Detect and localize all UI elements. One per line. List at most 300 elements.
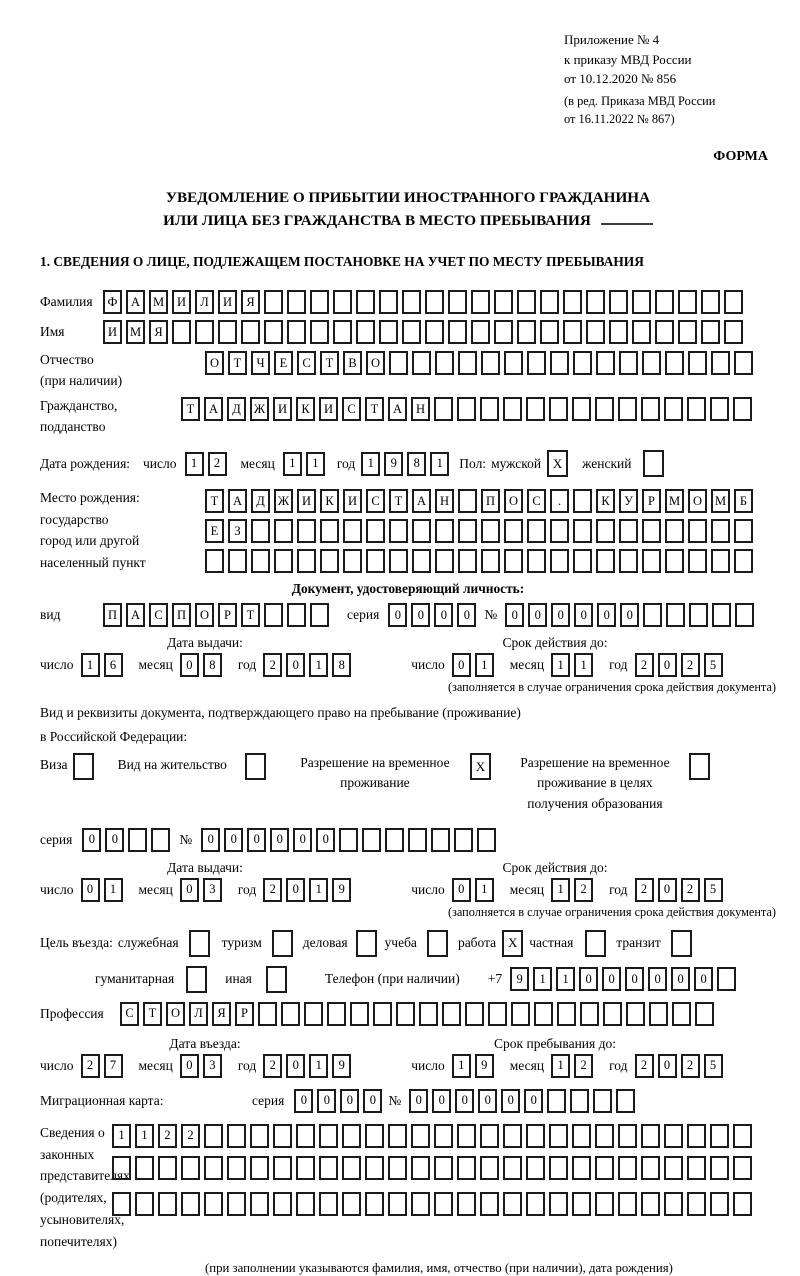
char-cell — [434, 1156, 453, 1180]
char-cell: И — [103, 320, 122, 344]
residence-issue-year-cells — [263, 878, 355, 902]
appendix-line-3: от 10.12.2020 № 856 — [564, 71, 677, 86]
entry-date-header: Дата въезда: — [169, 1035, 241, 1051]
entry-month-label: месяц — [138, 1057, 173, 1073]
char-cell: Т — [228, 351, 247, 375]
char-cell — [573, 549, 592, 573]
purpose-business-label: деловая — [302, 935, 348, 951]
char-cell: Б — [734, 489, 753, 513]
gender-label: Пол: — [459, 455, 487, 471]
char-cell: 2 — [81, 1054, 100, 1078]
char-cell — [435, 351, 454, 375]
char-cell — [711, 519, 730, 543]
representatives-label — [40, 1122, 130, 1253]
char-cell: Е — [205, 519, 224, 543]
char-cell — [641, 1124, 660, 1148]
representatives-cells-row3 — [112, 1192, 756, 1216]
identity-issue-group — [40, 653, 355, 677]
char-cell — [734, 549, 753, 573]
char-cell: 0 — [434, 603, 453, 627]
char-cell — [642, 549, 661, 573]
char-cell — [664, 397, 683, 421]
residence-series-row — [40, 828, 776, 852]
expiry-month-label: месяц — [509, 657, 545, 672]
char-cell — [388, 1124, 407, 1148]
char-cell — [448, 290, 467, 314]
char-cell — [618, 1156, 637, 1180]
char-cell — [710, 1192, 729, 1216]
char-cell — [320, 519, 339, 543]
char-cell — [724, 290, 743, 314]
char-cell: 2 — [574, 878, 593, 902]
char-cell: 3 — [203, 1054, 222, 1078]
birth-month-cells — [283, 452, 329, 476]
char-cell: Т — [241, 603, 260, 627]
char-cell: 0 — [658, 878, 677, 902]
char-cell: Т — [320, 351, 339, 375]
char-cell: 9 — [332, 1054, 351, 1078]
patronymic-label-line2: (при наличии) — [40, 373, 123, 389]
char-cell: 1 — [475, 878, 494, 902]
char-cell — [733, 1124, 752, 1148]
char-cell — [402, 320, 421, 344]
char-cell: Р — [642, 489, 661, 513]
char-cell: 0 — [340, 1089, 359, 1113]
char-cell — [547, 1089, 566, 1113]
residence-issue-header: Дата выдачи: — [167, 859, 243, 875]
char-cell — [411, 1192, 430, 1216]
residence-issue-group — [40, 878, 355, 902]
char-cell: 1 — [533, 967, 552, 991]
char-cell: Р — [218, 603, 237, 627]
char-cell — [477, 828, 496, 852]
identity-doc-row — [40, 603, 776, 627]
phone-prefix: +7 — [487, 971, 503, 987]
char-cell — [534, 1002, 553, 1026]
char-cell — [366, 549, 385, 573]
entry-day-label: число — [40, 1057, 74, 1073]
purpose-study-checkbox — [427, 930, 448, 957]
char-cell — [596, 549, 615, 573]
char-cell: Л — [189, 1002, 208, 1026]
stay-day-label: число — [411, 1057, 445, 1073]
char-cell: К — [320, 489, 339, 513]
char-cell — [342, 1156, 361, 1180]
char-cell: И — [297, 489, 316, 513]
birth-date-row — [40, 450, 776, 477]
purpose-transit-label: транзит — [616, 935, 661, 951]
char-cell — [570, 1089, 589, 1113]
char-cell — [504, 351, 523, 375]
representatives-label-line5: усыновителях, — [40, 1212, 125, 1228]
option-residence-permit-label: Вид на жительство — [117, 757, 227, 772]
char-cell — [385, 828, 404, 852]
char-cell: 0 — [671, 967, 690, 991]
purpose-private-checkbox — [585, 930, 606, 957]
char-cell: Р — [235, 1002, 254, 1026]
expiry-day-cells — [452, 653, 498, 677]
stay-until-group — [411, 1054, 726, 1078]
char-cell — [481, 519, 500, 543]
char-cell: 5 — [704, 878, 723, 902]
option-residence-permit-checkbox — [245, 753, 266, 780]
char-cell — [333, 320, 352, 344]
expiry-year-label: год — [609, 657, 628, 672]
char-cell — [480, 1192, 499, 1216]
char-cell — [241, 320, 260, 344]
char-cell — [632, 320, 651, 344]
birth-place-label-line1: Место рождения: — [40, 490, 140, 505]
char-cell — [733, 1156, 752, 1180]
residence-expiry-year-cells — [635, 878, 727, 902]
char-cell: 0 — [411, 603, 430, 627]
char-cell — [204, 1124, 223, 1148]
char-cell — [287, 290, 306, 314]
char-cell — [320, 549, 339, 573]
phone-cells — [510, 967, 740, 991]
form-title — [40, 187, 776, 233]
char-cell: И — [319, 397, 338, 421]
char-cell — [408, 828, 427, 852]
char-cell: 1 — [361, 452, 380, 476]
char-cell — [425, 290, 444, 314]
identity-expiry-group — [411, 653, 726, 677]
issue-year-label: год — [237, 657, 257, 672]
char-cell: 2 — [574, 1054, 593, 1078]
residence-series-cells — [82, 828, 174, 852]
char-cell — [687, 1124, 706, 1148]
char-cell — [419, 1002, 438, 1026]
gender-female-checkbox — [643, 450, 664, 477]
char-cell: 0 — [457, 603, 476, 627]
residence-issue-year-label: год — [237, 881, 257, 897]
char-cell: О — [166, 1002, 185, 1026]
stay-day-cells — [452, 1054, 498, 1078]
char-cell — [573, 489, 592, 513]
identity-expiry-header: Срок действия до: — [502, 635, 608, 650]
char-cell — [549, 1192, 568, 1216]
appendix-block — [564, 30, 776, 129]
char-cell — [596, 519, 615, 543]
char-cell: 2 — [263, 878, 282, 902]
char-cell: А — [412, 489, 431, 513]
char-cell: 0 — [452, 878, 471, 902]
char-cell — [480, 397, 499, 421]
profession-cells — [120, 1002, 718, 1026]
char-cell: 0 — [625, 967, 644, 991]
entry-month-cells — [180, 1054, 226, 1078]
purpose-study-label: учеба — [384, 935, 417, 951]
char-cell — [655, 290, 674, 314]
char-cell: 2 — [263, 653, 282, 677]
purpose-official-label: служебная — [117, 935, 179, 951]
char-cell: 2 — [158, 1124, 177, 1148]
char-cell — [181, 1156, 200, 1180]
char-cell: Н — [435, 489, 454, 513]
char-cell — [412, 519, 431, 543]
expiry-month-cells — [551, 653, 597, 677]
identity-number-cells — [505, 603, 758, 627]
char-cell: С — [527, 489, 546, 513]
char-cell — [434, 1124, 453, 1148]
char-cell: Д — [251, 489, 270, 513]
char-cell — [296, 1156, 315, 1180]
char-cell: Я — [212, 1002, 231, 1026]
char-cell — [557, 1002, 576, 1026]
birth-place-cells-row1 — [205, 489, 757, 513]
residence-note: (заполняется в случае ограничения срока действия документа) — [447, 904, 776, 919]
char-cell: И — [172, 290, 191, 314]
name-row — [40, 320, 776, 344]
char-cell — [641, 397, 660, 421]
char-cell: И — [218, 290, 237, 314]
char-cell: М — [665, 489, 684, 513]
char-cell: К — [596, 489, 615, 513]
char-cell: 6 — [104, 653, 123, 677]
char-cell — [333, 290, 352, 314]
char-cell — [228, 549, 247, 573]
char-cell: 0 — [224, 828, 243, 852]
char-cell: 1 — [574, 653, 593, 677]
char-cell — [448, 320, 467, 344]
residence-intro-line1: Вид и реквизиты документа, подтверждающего право на пребывание (проживание) — [40, 705, 521, 720]
char-cell — [389, 519, 408, 543]
citizenship-label — [40, 396, 181, 438]
birth-place-label — [40, 487, 205, 573]
option-visa-checkbox — [73, 753, 94, 780]
char-cell — [688, 519, 707, 543]
representatives-cells-row2 — [112, 1156, 756, 1180]
representatives-label-line2: законных — [40, 1146, 95, 1162]
char-cell: 0 — [180, 653, 199, 677]
char-cell — [733, 1192, 752, 1216]
char-cell — [526, 1124, 545, 1148]
char-cell — [297, 549, 316, 573]
char-cell — [549, 1156, 568, 1180]
surname-cells — [103, 290, 747, 314]
char-cell: 0 — [293, 828, 312, 852]
char-cell — [458, 351, 477, 375]
char-cell — [273, 1156, 292, 1180]
char-cell: О — [504, 489, 523, 513]
entry-year-label: год — [237, 1057, 257, 1073]
char-cell — [572, 397, 591, 421]
char-cell — [319, 1156, 338, 1180]
char-cell — [596, 351, 615, 375]
appendix-line-1: Приложение № 4 — [564, 32, 660, 47]
char-cell: 8 — [332, 653, 351, 677]
char-cell — [616, 1089, 635, 1113]
citizenship-cells — [181, 397, 756, 421]
char-cell: М — [711, 489, 730, 513]
char-cell — [218, 320, 237, 344]
char-cell — [641, 1192, 660, 1216]
char-cell — [362, 828, 381, 852]
char-cell — [503, 397, 522, 421]
residence-expiry-month-label: месяц — [509, 881, 545, 897]
char-cell: 0 — [478, 1089, 497, 1113]
char-cell — [457, 1192, 476, 1216]
stay-until-header: Срок пребывания до: — [494, 1035, 616, 1051]
identity-type-cells — [103, 603, 333, 627]
name-label: Имя — [40, 323, 65, 339]
char-cell — [388, 1192, 407, 1216]
char-cell — [712, 603, 731, 627]
char-cell — [672, 1002, 691, 1026]
char-cell — [689, 603, 708, 627]
char-cell — [717, 967, 736, 991]
char-cell — [411, 1124, 430, 1148]
issue-day-label: число — [40, 657, 74, 672]
purpose-work-label: работа — [457, 935, 497, 951]
birth-year-label: год — [336, 455, 356, 471]
char-cell: П — [172, 603, 191, 627]
char-cell — [517, 290, 536, 314]
char-cell — [526, 1156, 545, 1180]
purpose-other-label: иная — [225, 971, 252, 987]
char-cell — [373, 1002, 392, 1026]
citizenship-row — [40, 396, 776, 438]
char-cell — [465, 1002, 484, 1026]
char-cell: Д — [227, 397, 246, 421]
residence-issue-month-cells — [180, 878, 226, 902]
char-cell: 0 — [551, 603, 570, 627]
char-cell — [434, 397, 453, 421]
char-cell — [550, 351, 569, 375]
birth-place-label-line3: город или другой — [40, 533, 140, 549]
char-cell: С — [297, 351, 316, 375]
patronymic-label — [40, 350, 205, 392]
char-cell — [572, 1156, 591, 1180]
char-cell — [710, 1156, 729, 1180]
char-cell — [342, 1192, 361, 1216]
char-cell — [626, 1002, 645, 1026]
char-cell — [527, 519, 546, 543]
char-cell: 1 — [430, 452, 449, 476]
char-cell — [251, 549, 270, 573]
char-cell: Ч — [251, 351, 270, 375]
char-cell: 1 — [185, 452, 204, 476]
profession-row — [40, 1002, 776, 1026]
char-cell — [287, 603, 306, 627]
char-cell: 1 — [309, 653, 328, 677]
char-cell: 2 — [681, 1054, 700, 1078]
surname-label: Фамилия — [40, 293, 93, 309]
char-cell — [665, 519, 684, 543]
purpose-other-checkbox — [266, 966, 287, 993]
char-cell: 1 — [112, 1124, 131, 1148]
representatives-label-line1: Сведения о — [40, 1124, 105, 1140]
char-cell — [158, 1156, 177, 1180]
char-cell: 1 — [452, 1054, 471, 1078]
char-cell — [158, 1192, 177, 1216]
char-cell — [457, 397, 476, 421]
char-cell: Т — [143, 1002, 162, 1026]
char-cell: 9 — [384, 452, 403, 476]
identity-date-headers — [40, 635, 776, 651]
char-cell — [504, 519, 523, 543]
char-cell — [710, 397, 729, 421]
char-cell — [365, 1156, 384, 1180]
residence-expiry-year-label: год — [609, 881, 628, 897]
char-cell: О — [195, 603, 214, 627]
char-cell — [517, 320, 536, 344]
migration-card-row — [40, 1089, 776, 1113]
char-cell — [274, 519, 293, 543]
char-cell — [227, 1124, 246, 1148]
char-cell — [471, 320, 490, 344]
char-cell — [688, 351, 707, 375]
char-cell — [454, 828, 473, 852]
stay-month-cells — [551, 1054, 597, 1078]
residence-expiry-month-cells — [551, 878, 597, 902]
char-cell — [379, 320, 398, 344]
purpose-transit-checkbox — [671, 930, 692, 957]
char-cell: Н — [411, 397, 430, 421]
char-cell — [258, 1002, 277, 1026]
char-cell: 2 — [635, 1054, 654, 1078]
char-cell: Ф — [103, 290, 122, 314]
char-cell: М — [149, 290, 168, 314]
residence-intro-line2: в Российской Федерации: — [40, 729, 188, 744]
char-cell — [274, 549, 293, 573]
char-cell: П — [481, 489, 500, 513]
char-cell — [687, 1156, 706, 1180]
char-cell — [550, 549, 569, 573]
char-cell: 0 — [524, 1089, 543, 1113]
char-cell — [281, 1002, 300, 1026]
residence-issue-month-label: месяц — [138, 881, 173, 897]
residence-expiry-day-cells — [452, 878, 498, 902]
char-cell — [412, 549, 431, 573]
purpose-humanitarian-label: гуманитарная — [95, 971, 175, 987]
char-cell — [504, 549, 523, 573]
char-cell — [251, 519, 270, 543]
char-cell — [655, 320, 674, 344]
option-education-residence-label: Разрешение на временное проживание в целях получения образования — [520, 755, 670, 811]
char-cell — [618, 1124, 637, 1148]
char-cell — [666, 603, 685, 627]
char-cell — [457, 1156, 476, 1180]
char-cell — [343, 549, 362, 573]
char-cell: С — [120, 1002, 139, 1026]
char-cell: 3 — [203, 878, 222, 902]
char-cell: Л — [195, 290, 214, 314]
char-cell — [573, 519, 592, 543]
char-cell: 2 — [208, 452, 227, 476]
char-cell — [112, 1156, 131, 1180]
identity-type-label: вид — [40, 607, 61, 622]
char-cell: 1 — [104, 878, 123, 902]
char-cell — [296, 1192, 315, 1216]
representatives-label-line6: попечителях) — [40, 1234, 117, 1250]
identity-number-label: № — [484, 607, 498, 622]
char-cell: . — [550, 489, 569, 513]
char-cell — [287, 320, 306, 344]
char-cell: О — [366, 351, 385, 375]
char-cell: 0 — [286, 878, 305, 902]
expiry-year-cells — [635, 653, 727, 677]
char-cell: 1 — [475, 653, 494, 677]
issue-day-cells — [81, 653, 127, 677]
char-cell — [618, 397, 637, 421]
char-cell: Е — [274, 351, 293, 375]
char-cell — [586, 290, 605, 314]
char-cell — [540, 290, 559, 314]
char-cell — [273, 1124, 292, 1148]
char-cell: В — [343, 351, 362, 375]
char-cell — [526, 397, 545, 421]
